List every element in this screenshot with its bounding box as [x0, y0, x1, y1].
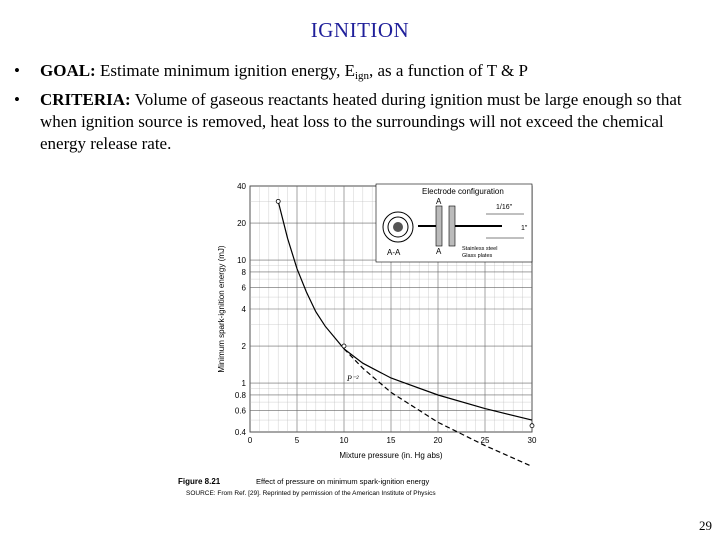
- page-number: 29: [699, 518, 712, 533]
- data-point: [530, 424, 534, 428]
- data-point: [342, 344, 346, 348]
- bullet-marker: •: [14, 61, 20, 80]
- x-tick-label: 5: [294, 436, 300, 445]
- bullet-goal-subscript: ign: [354, 70, 370, 82]
- y-tick-label: 2: [241, 342, 246, 352]
- y-tick-label: 8: [241, 267, 246, 277]
- bullet-criteria: [14, 89, 704, 155]
- y-tick-label: 40: [237, 182, 246, 191]
- ignition-energy-chart: [174, 176, 554, 506]
- y-tick-label: 10: [237, 256, 246, 266]
- electrode-inset: [376, 184, 532, 262]
- y-tick-label: 0.4: [234, 428, 246, 437]
- bullet-criteria-text: [40, 89, 704, 155]
- x-tick-label: 10: [339, 436, 349, 445]
- inset-dimension-right: 1": [521, 225, 528, 232]
- y-tick-label: 20: [237, 219, 246, 229]
- bullet-goal-text: [40, 60, 704, 87]
- y-tick-label: 6: [241, 283, 246, 293]
- y-tick-label: 0.6: [234, 406, 246, 416]
- x-tick-label: 20: [433, 436, 443, 445]
- y-tick-label: 4: [241, 305, 246, 314]
- slide-title: IGNITION: [310, 18, 410, 42]
- bullet-goal: [14, 60, 704, 87]
- bullet-goal-label: GOAL:: [40, 61, 96, 80]
- inset-label-a-bottom: A: [436, 247, 442, 256]
- electrode-cross-section-icon: [383, 212, 413, 242]
- x-tick-label: 0: [247, 436, 253, 445]
- figure-caption: Effect of pressure on minimum spark-ignition energy: [256, 477, 430, 486]
- x-tick-label: 25: [480, 436, 490, 445]
- data-point: [276, 199, 280, 203]
- ignition-energy-figure: [174, 176, 554, 506]
- curve-annotation: P⁻²: [347, 374, 359, 383]
- inset-section-label: A-A: [387, 248, 401, 257]
- y-tick-label: 1: [241, 379, 246, 389]
- inset-material-glass: Glass plates: [462, 253, 493, 259]
- inset-label-a-top: A: [436, 197, 442, 206]
- x-axis-label: Mixture pressure (in. Hg abs): [339, 451, 443, 460]
- bullet-marker: •: [14, 90, 20, 109]
- bullet-goal-body: Estimate minimum ignition energy, E: [95, 61, 355, 80]
- x-tick-label: 30: [527, 436, 537, 445]
- inset-material-steel: Stainless steel: [462, 246, 498, 252]
- x-tick-label: 15: [386, 436, 396, 445]
- inset-title: Electrode configuration: [422, 187, 504, 196]
- y-tick-label: 0.8: [234, 390, 246, 400]
- y-axis-label: Minimum spark-ignition energy (mJ): [217, 245, 226, 373]
- figure-source: SOURCE: From Ref. [29]. Reprinted by permission of the American Institute of Physics: [186, 490, 436, 497]
- bullet-criteria-label: CRITERIA:: [40, 90, 131, 109]
- bullet-criteria-body: Volume of gaseous reactants heated during ignition must be large enough so that when ignition source is removed, heat loss to the surroundings will not exceed the chemical energy release rate.: [40, 90, 682, 153]
- bullet-list: [14, 60, 704, 157]
- figure-number: Figure 8.21: [178, 477, 221, 486]
- inset-dimension-label: 1/16": [496, 204, 513, 211]
- bullet-goal-tail: , as a function of T & P: [369, 61, 528, 80]
